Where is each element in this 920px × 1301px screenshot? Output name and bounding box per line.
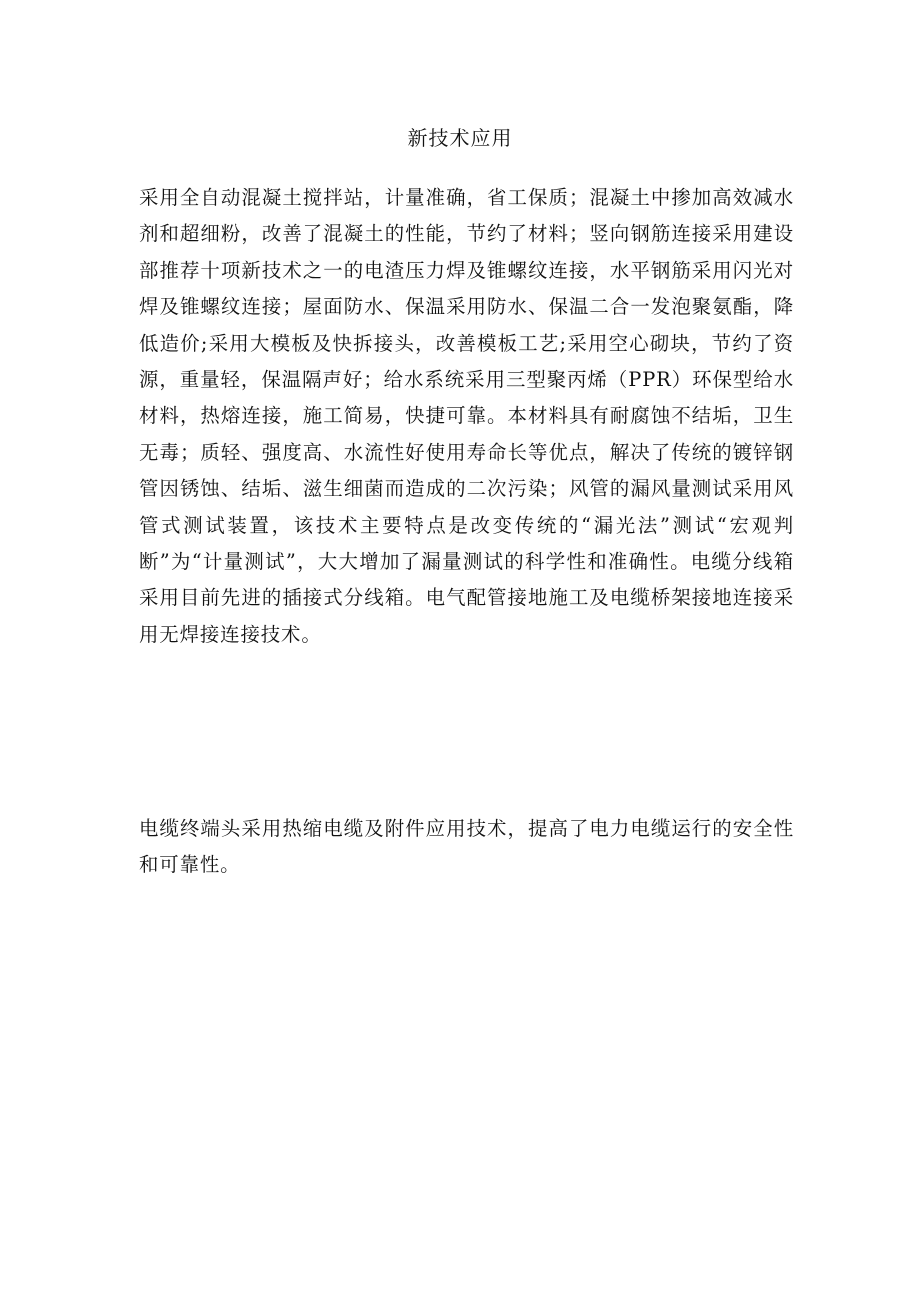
document-title: 新技术应用 <box>407 126 513 150</box>
paragraph-new-technologies: 采用全自动混凝土搅拌站，计量准确，省工保质；混凝土中掺加高效减水剂和超细粉，改善了混凝土的性能，节约了材料；竖向钢筋连接采用建设部推荐十项新技术之一的电渣压力焊及锥螺纹连接，水平钢筋采用闪光对焊及锥螺纹连接；屋面防水、保温采用防水、保温二合一发泡聚氨酯，降低造价;采用大模板及快拆接头，改善模板工艺;采用空心砌块，节约了资源，重量轻，保温隔声好；给水系统采用三型聚丙烯（PPR）环保型给水材料，热熔连接，施工简易，快捷可靠。本材料具有耐腐蚀不结垢，卫生无毒；质轻、强度高、水流性好使用寿命长等优点，解决了传统的镀锌钢管因锈蚀、结垢、滋生细菌而造成的二次污染；风管的漏风量测试采用风管式测试装置，该技术主要特点是改变传统的“漏光法”测试“宏观判断”为“计量测试”，大大增加了漏量测试的科学性和准确性。电缆分线箱采用目前先进的插接式分线箱。电气配管接地施工及电缆桥架接地连接采用无焊接连接技术。 <box>139 186 794 646</box>
paragraph-cable-terminals: 电缆终端头采用热缩电缆及附件应用技术，提高了电力电缆运行的安全性和可靠性。 <box>139 817 794 877</box>
